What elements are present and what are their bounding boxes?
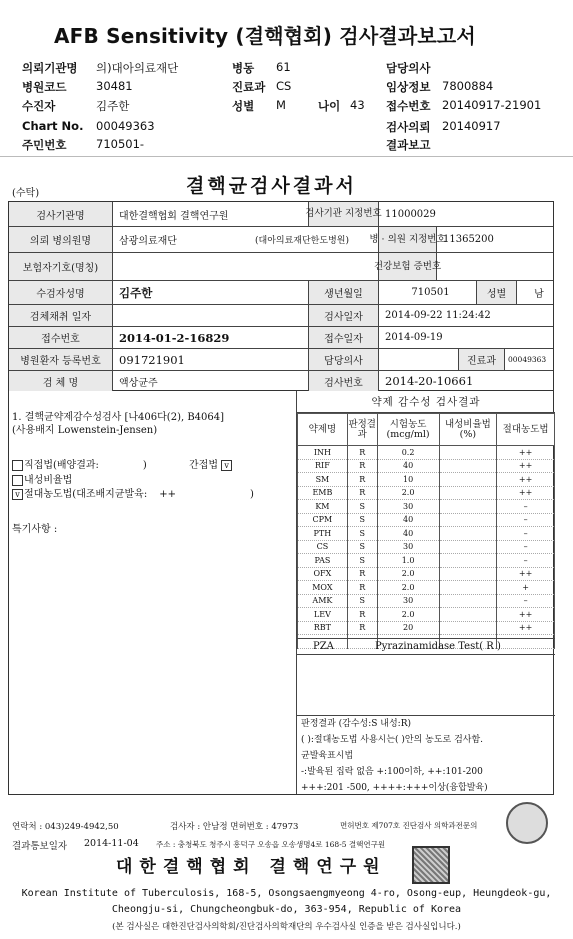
cell-value: 2014-09-19 bbox=[385, 332, 443, 343]
cell-label: 검사일자 bbox=[309, 305, 379, 326]
legend-line: +++:201 -500, ++++:+++이상(융합발육) bbox=[301, 783, 488, 793]
cell-ratio bbox=[439, 567, 497, 581]
cell-value bbox=[113, 305, 309, 326]
address: 주소 : 충청북도 청주시 흥덕구 오송읍 오송생명4로 168-5 결핵연구원 bbox=[156, 840, 386, 849]
interpretation-legend bbox=[297, 715, 555, 796]
cell-label: 건강보험 증번호 bbox=[379, 253, 437, 280]
cell-conc: 30 bbox=[377, 540, 439, 554]
cell-abs: ++ bbox=[497, 567, 555, 581]
grid-row bbox=[9, 281, 553, 305]
field-label: 성별 bbox=[232, 99, 255, 113]
method-pane bbox=[9, 391, 297, 794]
cell-label: 진료과 bbox=[459, 349, 505, 370]
field-label: 병원코드 bbox=[22, 80, 67, 94]
cell-conc: 1.0 bbox=[377, 554, 439, 568]
grid-row bbox=[9, 327, 553, 349]
col-result: 판정결과 bbox=[347, 414, 377, 446]
indirect-label: 간접법 bbox=[189, 460, 218, 471]
field-label: 주민번호 bbox=[22, 138, 67, 152]
cell-label: 검 체 명 bbox=[9, 371, 113, 391]
cell-conc: 30 bbox=[377, 500, 439, 514]
cell-label: 생년월일 bbox=[309, 281, 379, 304]
cell-res: R bbox=[347, 581, 377, 595]
certification-notice: (본 검사실은 대한진단검사의학회/진단검사의학재단의 우수검사실 인증을 받은 검사실입니다.) bbox=[112, 922, 461, 932]
field-value: 김주한 bbox=[96, 99, 130, 113]
cell-value: 2014-01-2-16829 bbox=[113, 327, 309, 348]
field-value: 20140917-21901 bbox=[442, 98, 542, 112]
table-row bbox=[298, 554, 555, 568]
cell-value: 삼광의료재단 bbox=[119, 236, 177, 247]
report-title: 결핵균검사결과서 bbox=[186, 175, 357, 197]
cell-value: 2014-20-10661 bbox=[385, 374, 474, 388]
results-section bbox=[8, 391, 554, 795]
result-date: 2014-11-04 bbox=[84, 838, 139, 849]
pza-name: PZA bbox=[313, 641, 334, 652]
field-value: 의)대아의료재단 bbox=[96, 61, 179, 75]
legend-line: -:발육된 집락 없음 +:100이하, ++:101-200 bbox=[301, 767, 483, 777]
patient-info-grid bbox=[8, 201, 554, 391]
grid-row bbox=[9, 349, 553, 371]
cell-conc: 2.0 bbox=[377, 581, 439, 595]
cell-label: 의뢰 병의원명 bbox=[9, 227, 113, 252]
field-value: 00049363 bbox=[96, 119, 155, 133]
field-label: 접수번호 bbox=[386, 99, 431, 113]
cell-ratio bbox=[439, 513, 497, 527]
col-absolute: 절대농도법 bbox=[497, 414, 555, 446]
table-row bbox=[298, 500, 555, 514]
pza-result: Pyrazinamidase Test( R ) bbox=[375, 641, 501, 652]
cell-ratio bbox=[439, 621, 497, 635]
field-label: 담당의사 bbox=[386, 61, 431, 75]
field-value: 7800884 bbox=[442, 79, 494, 93]
cell-value: 남 bbox=[534, 289, 544, 300]
legend-line: 균발육표시법 bbox=[301, 751, 354, 761]
table-row bbox=[298, 513, 555, 527]
test-method-line: 1. 결핵균약제감수성검사 [나406다(2), B4064] bbox=[12, 412, 225, 423]
grid-row bbox=[9, 253, 553, 281]
cell-drug: CS bbox=[298, 540, 348, 554]
cell-ratio bbox=[439, 486, 497, 500]
cell-ratio bbox=[439, 500, 497, 514]
cell-drug: PTH bbox=[298, 527, 348, 541]
susceptibility-table bbox=[297, 413, 555, 649]
cell-label: 검사번호 bbox=[309, 371, 379, 391]
absolute-method bbox=[12, 485, 254, 500]
cell-res: S bbox=[347, 500, 377, 514]
cell-abs: ++ bbox=[497, 621, 555, 635]
contact: 연락처 : 043)249-4942,50 bbox=[12, 822, 119, 832]
table-row bbox=[298, 608, 555, 622]
table-row bbox=[298, 581, 555, 595]
cell-value: 00049363 bbox=[508, 355, 547, 364]
cell-res: S bbox=[347, 540, 377, 554]
field-value: M bbox=[276, 98, 286, 112]
cell-conc: 0.2 bbox=[377, 446, 439, 460]
organization-name: 대한결핵협회 결핵연구원 bbox=[116, 857, 387, 877]
cell-drug: EMB bbox=[298, 486, 348, 500]
grid-row bbox=[9, 305, 553, 327]
proportion-label: 내성비율법 bbox=[24, 475, 73, 486]
cell-label: 검체채취 일자 bbox=[9, 305, 113, 326]
cell-label: 접수번호 bbox=[9, 327, 113, 348]
cell-res: R bbox=[347, 473, 377, 487]
cell-label: 검사기관명 bbox=[9, 202, 113, 226]
cell-label: 담당의사 bbox=[309, 349, 379, 370]
table-row bbox=[298, 621, 555, 635]
cell-label: 병원환자 등록번호 bbox=[9, 349, 113, 370]
legend-line: ( ):절대농도법 사용시는( )안의 농도로 검사함. bbox=[301, 735, 484, 745]
cell-res: R bbox=[347, 621, 377, 635]
cell-drug: INH bbox=[298, 446, 348, 460]
cell-conc: 2.0 bbox=[377, 567, 439, 581]
cell-drug: SM bbox=[298, 473, 348, 487]
cell-conc: 40 bbox=[377, 513, 439, 527]
pza-row bbox=[297, 638, 555, 655]
absolute-close: ) bbox=[249, 489, 254, 500]
proportion-method bbox=[12, 471, 72, 486]
remarks-label: 특기사항 : bbox=[12, 524, 58, 535]
cell-ratio bbox=[439, 594, 497, 608]
col-drug: 약제명 bbox=[298, 414, 348, 446]
medium-line: (사용배지 Lowenstein-Jensen) bbox=[12, 425, 158, 436]
col-conc: 시험농도(mcg/ml) bbox=[377, 414, 439, 446]
indirect-checkbox[interactable]: v bbox=[221, 460, 232, 471]
cell-value bbox=[379, 349, 459, 370]
field-label: 병동 bbox=[232, 61, 255, 75]
cell-res: R bbox=[347, 608, 377, 622]
table-row bbox=[298, 567, 555, 581]
cell-abs: – bbox=[497, 554, 555, 568]
cell-drug: KM bbox=[298, 500, 348, 514]
col-ratio: 내성비율법(%) bbox=[439, 414, 497, 446]
field-value: 30481 bbox=[96, 79, 133, 93]
field-label: 수진자 bbox=[22, 99, 56, 113]
table-row bbox=[298, 594, 555, 608]
cell-abs: ++ bbox=[497, 608, 555, 622]
field-label: 결과보고 bbox=[386, 138, 431, 152]
cell-ratio bbox=[439, 608, 497, 622]
legend-line: 판정결과 (감수성:S 내성:R) bbox=[301, 719, 411, 729]
direct-method bbox=[12, 456, 147, 471]
field-label: Chart No. bbox=[22, 119, 84, 133]
cell-ratio bbox=[439, 459, 497, 473]
cell-value: 2014-09-22 11:24:42 bbox=[385, 310, 491, 321]
cell-conc: 40 bbox=[377, 459, 439, 473]
cell-abs: – bbox=[497, 527, 555, 541]
cell-ratio bbox=[439, 540, 497, 554]
english-address-1: Korean Institute of Tuberculosis, 168-5, Osongsaengmyeong 4-ro, Osong-eup, Heungdeok-gu, bbox=[21, 888, 552, 899]
grid-row bbox=[9, 371, 553, 391]
cell-label: 보험자기호(명칭) bbox=[9, 253, 113, 280]
cell-drug: MOX bbox=[298, 581, 348, 595]
cell-conc: 40 bbox=[377, 527, 439, 541]
direct-close: ) bbox=[142, 460, 147, 471]
cell-drug: OFX bbox=[298, 567, 348, 581]
cell-res: R bbox=[347, 567, 377, 581]
cell-conc: 30 bbox=[377, 594, 439, 608]
cell-ratio bbox=[439, 581, 497, 595]
official-stamp bbox=[412, 846, 450, 884]
field-value: 710501- bbox=[96, 137, 145, 151]
absolute-value: ++ bbox=[159, 489, 176, 500]
cell-label: 수검자성명 bbox=[9, 281, 113, 304]
table-row bbox=[298, 486, 555, 500]
grid-row bbox=[9, 202, 553, 227]
cell-res: S bbox=[347, 554, 377, 568]
cell-res: S bbox=[347, 594, 377, 608]
cell-res: R bbox=[347, 446, 377, 460]
cell-drug: RBT bbox=[298, 621, 348, 635]
indirect-method bbox=[189, 456, 233, 471]
cell-value bbox=[437, 253, 555, 280]
cell-ratio bbox=[439, 473, 497, 487]
cell-drug: CPM bbox=[298, 513, 348, 527]
cell-value: 11000029 bbox=[385, 208, 436, 220]
cell-value: 11365200 bbox=[443, 234, 494, 245]
cell-abs: ++ bbox=[497, 473, 555, 487]
cell-value: 091721901 bbox=[113, 349, 309, 370]
cell-conc: 20 bbox=[377, 621, 439, 635]
cell-value: 액상균주 bbox=[113, 371, 309, 391]
cell-abs: ++ bbox=[497, 446, 555, 460]
cell-abs: – bbox=[497, 540, 555, 554]
consignment-label: (수탁) bbox=[12, 188, 40, 199]
field-value: CS bbox=[276, 79, 292, 93]
table-row bbox=[298, 540, 555, 554]
cell-conc: 2.0 bbox=[377, 486, 439, 500]
field-label: 진료과 bbox=[232, 80, 266, 94]
cell-label: 검사기관 지정번호 bbox=[309, 202, 379, 226]
doctor-license: 면허번호 제707호 진단검사 의학과전문의 bbox=[340, 821, 478, 830]
cell-conc: 10 bbox=[377, 473, 439, 487]
english-address-2: Cheongju-si, Chungcheongbuk-do, 363-954, Republic of Korea bbox=[111, 904, 462, 915]
cell-value: 김주한 bbox=[113, 281, 309, 304]
cell-value bbox=[113, 253, 379, 280]
result-date-label: 결과통보일자 bbox=[12, 841, 68, 852]
cell-abs: ++ bbox=[497, 486, 555, 500]
cell-ratio bbox=[439, 527, 497, 541]
cell-abs: ++ bbox=[497, 459, 555, 473]
cell-drug: AMK bbox=[298, 594, 348, 608]
section-divider bbox=[0, 156, 573, 157]
table-row bbox=[298, 446, 555, 460]
cell-drug: PAS bbox=[298, 554, 348, 568]
cell-abs: – bbox=[497, 500, 555, 514]
report-header-title: AFB Sensitivity (결핵협회) 검사결과보고서 bbox=[54, 24, 476, 48]
susceptibility-title: 약제 감수성 검사결과 bbox=[297, 391, 555, 413]
examiner: 검사자 : 안남정 면허번호 : 47973 bbox=[170, 822, 299, 832]
cell-label: 접수일자 bbox=[309, 327, 379, 348]
cell-abs: – bbox=[497, 513, 555, 527]
cell-res: S bbox=[347, 527, 377, 541]
table-header-row bbox=[298, 414, 555, 446]
field-value: 43 bbox=[350, 98, 365, 112]
absolute-label: 절대농도법(대조배지균발육: bbox=[24, 489, 148, 500]
field-label: 나이 bbox=[318, 99, 341, 113]
cell-note: (대아의료재단한도병원) bbox=[249, 227, 379, 252]
cell-ratio bbox=[439, 554, 497, 568]
cell-label: 병 · 의원 지정번호 bbox=[379, 227, 437, 252]
field-label: 의뢰기관명 bbox=[22, 61, 78, 75]
cell-abs: + bbox=[497, 581, 555, 595]
direct-label: 직접법(배양결과: bbox=[24, 460, 99, 471]
direct-checkbox[interactable] bbox=[12, 460, 23, 471]
cell-res: R bbox=[347, 459, 377, 473]
grid-row bbox=[9, 227, 553, 253]
field-value: 61 bbox=[276, 60, 291, 74]
susceptibility-pane bbox=[297, 391, 555, 794]
field-value: 20140917 bbox=[442, 119, 501, 133]
field-label: 임상정보 bbox=[386, 80, 431, 94]
absolute-checkbox[interactable]: v bbox=[12, 489, 23, 500]
cell-drug: RIF bbox=[298, 459, 348, 473]
cell-ratio bbox=[439, 446, 497, 460]
certification-seal bbox=[506, 802, 548, 844]
cell-res: R bbox=[347, 486, 377, 500]
table-row bbox=[298, 473, 555, 487]
table-row bbox=[298, 527, 555, 541]
cell-value: 710501 bbox=[379, 281, 477, 304]
table-row bbox=[298, 459, 555, 473]
cell-value: 대한결핵협회 결핵연구원 bbox=[113, 202, 309, 226]
cell-abs: – bbox=[497, 594, 555, 608]
field-label: 검사의뢰 bbox=[386, 120, 431, 134]
cell-drug: LEV bbox=[298, 608, 348, 622]
cell-label: 성별 bbox=[477, 281, 517, 304]
cell-res: S bbox=[347, 513, 377, 527]
cell-conc: 2.0 bbox=[377, 608, 439, 622]
